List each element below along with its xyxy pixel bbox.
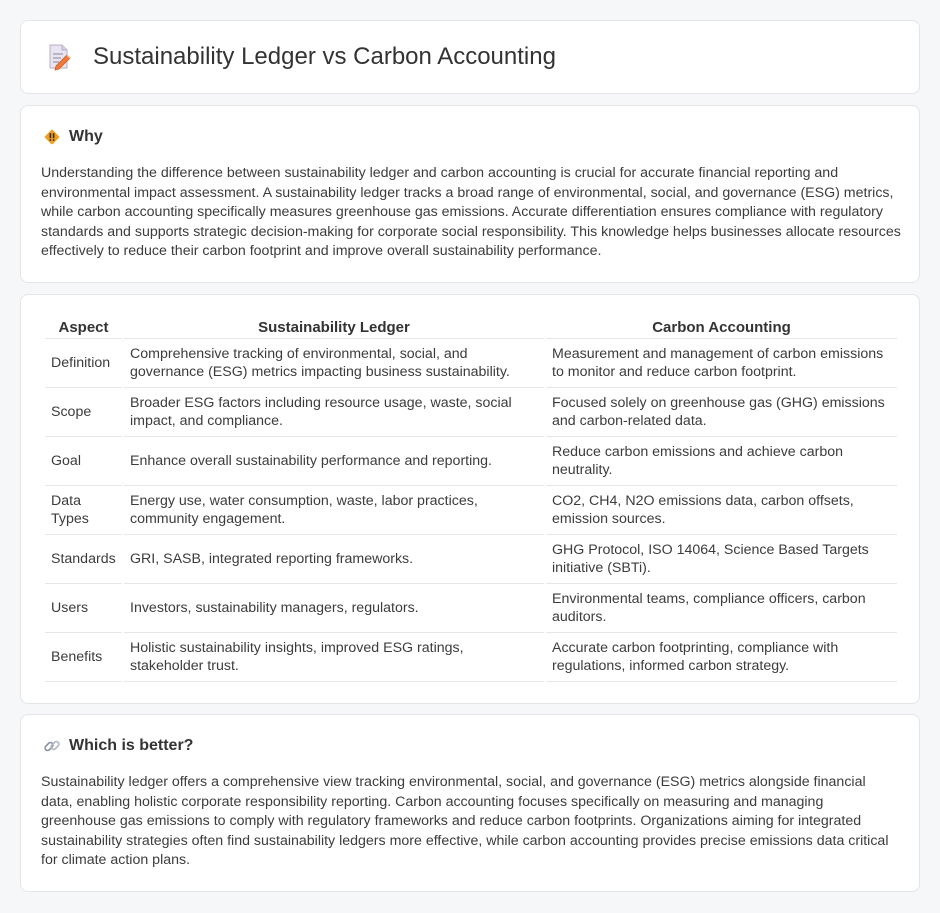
row-aspect: Scope — [45, 388, 122, 437]
table-header-row — [45, 315, 897, 339]
title-row — [47, 43, 556, 71]
header-aspect: Aspect — [45, 315, 122, 339]
row-carbon: Accurate carbon footprinting, compliance with regulations, informed carbon strategy. — [546, 633, 897, 682]
better-text: Sustainability ledger offers a comprehensive view tracking environmental, social, and governance (ESG) metrics alongside financial data, enabling holistic corporate responsibility reporting. Carbon accounting focuses specifically on measuring and managing greenhouse gas emissions to comply with regulatory frameworks and reduce carbon footprints. Organizations aiming for integrated sustainability strategies often find sustainability ledgers more effective, while carbon accounting provides precise emissions data critical for climate action plans. — [41, 774, 889, 869]
diamond-warning-icon — [43, 128, 61, 146]
header-sustainability-ledger: Sustainability Ledger — [124, 315, 544, 339]
better-heading: Which is better? — [69, 737, 194, 754]
row-aspect: Definition — [45, 339, 122, 388]
row-carbon: Measurement and management of carbon emissions to monitor and reduce carbon footprint. — [546, 339, 897, 388]
table-row — [45, 633, 897, 682]
row-ledger: Investors, sustainability managers, regulators. — [124, 584, 544, 633]
row-aspect: Goal — [45, 437, 122, 486]
row-aspect: Users — [45, 584, 122, 633]
which-is-better-section — [20, 714, 920, 892]
better-header — [43, 737, 193, 755]
row-aspect: Benefits — [45, 633, 122, 682]
row-aspect: Standards — [45, 535, 122, 584]
row-ledger: Broader ESG factors including resource usage, waste, social impact, and compliance. — [124, 388, 544, 437]
table-row — [45, 388, 897, 437]
title-card — [20, 20, 920, 94]
table-row — [45, 584, 897, 633]
comparison-table — [43, 315, 899, 682]
row-ledger: Energy use, water consumption, waste, labor practices, community engagement. — [124, 486, 544, 535]
row-carbon: CO2, CH4, N2O emissions data, carbon offsets, emission sources. — [546, 486, 897, 535]
why-text: Understanding the difference between sustainability ledger and carbon accounting is crucial for accurate financial reporting and environmental impact assessment. A sustainability ledger tracks a broad range of environmental, social, and governance (ESG) metrics, while carbon accounting specifically measures greenhouse gas emissions. Accurate differentiation ensures compliance with regulatory standards and supports strategic decision-making for corporate social responsibility. This knowledge helps businesses allocate resources effectively to reduce their carbon footprint and improve overall sustainability performance. — [41, 165, 901, 260]
why-section — [20, 105, 920, 283]
row-ledger: Comprehensive tracking of environmental, social, and governance (ESG) metrics impacting business sustainability. — [124, 339, 544, 388]
row-carbon: Environmental teams, compliance officers, carbon auditors. — [546, 584, 897, 633]
table-row — [45, 437, 897, 486]
row-carbon: Reduce carbon emissions and achieve carbon neutrality. — [546, 437, 897, 486]
row-ledger: GRI, SASB, integrated reporting frameworks. — [124, 535, 544, 584]
row-aspect: Data Types — [45, 486, 122, 535]
why-header — [43, 128, 103, 146]
table-row — [45, 339, 897, 388]
header-carbon-accounting: Carbon Accounting — [546, 315, 897, 339]
memo-pencil-icon — [47, 43, 71, 71]
row-ledger: Holistic sustainability insights, improved ESG ratings, stakeholder trust. — [124, 633, 544, 682]
page-title: Sustainability Ledger vs Carbon Accounting — [93, 43, 556, 70]
row-carbon: GHG Protocol, ISO 14064, Science Based Targets initiative (SBTi). — [546, 535, 897, 584]
link-icon — [43, 737, 61, 755]
row-ledger: Enhance overall sustainability performance and reporting. — [124, 437, 544, 486]
row-carbon: Focused solely on greenhouse gas (GHG) emissions and carbon-related data. — [546, 388, 897, 437]
why-heading: Why — [69, 128, 103, 145]
table-row — [45, 535, 897, 584]
comparison-section — [20, 294, 920, 704]
table-row — [45, 486, 897, 535]
